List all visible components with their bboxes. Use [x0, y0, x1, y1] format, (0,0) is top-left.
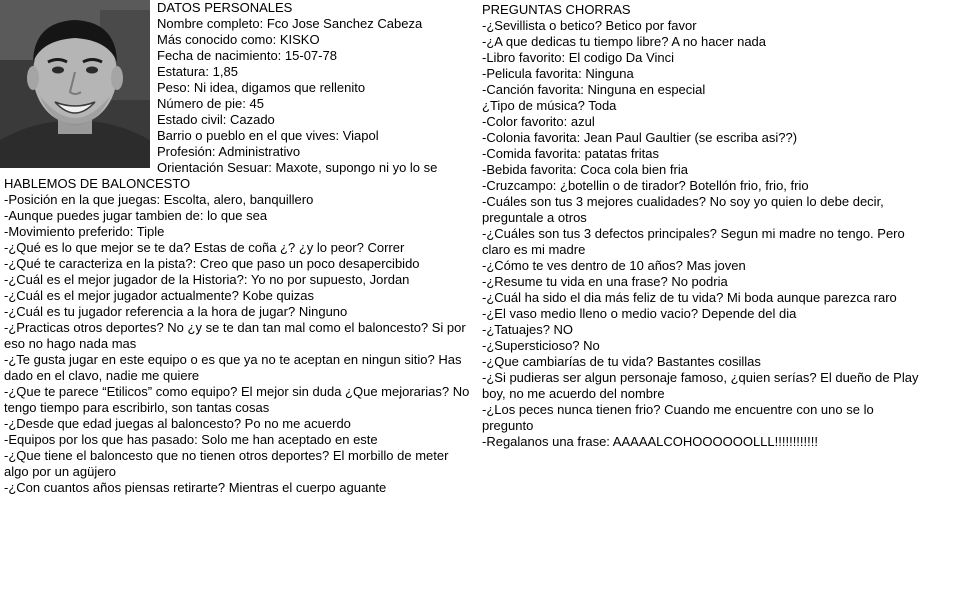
baloncesto-line: -¿Cuál es el mejor jugador actualmente? Kobe quizas	[4, 288, 315, 303]
baloncesto-line: -¿Qué es lo que mejor se te da? Estas de coña ¿? ¿y lo peor? Correr	[4, 240, 405, 255]
chorras-line: -Regalanos una frase: AAAAALCOHOOOOOOLLL!!!!!!!!!!!!	[482, 434, 818, 449]
chorras-line: -Libro favorito: El codigo Da Vinci	[482, 50, 674, 65]
chorras-line: -¿Cuál ha sido el dia más feliz de tu vida? Mi boda aunque parezca raro	[482, 290, 897, 305]
chorras-line: -¿Cuáles son tus 3 defectos principales? Segun mi madre no tengo. Pero claro es mi madre	[482, 226, 905, 257]
datos-line-barrio: Barrio o pueblo en el que vives: Viapol	[157, 128, 379, 143]
baloncesto-line: -Equipos por los que has pasado: Solo me han aceptado en este	[4, 432, 378, 447]
datos-line-peso: Peso: Ni idea, digamos que rellenito	[157, 80, 366, 95]
preguntas-chorras-section	[482, 2, 928, 450]
datos-line-nombre: Nombre completo: Fco Jose Sanchez Cabeza	[157, 16, 423, 31]
datos-personales-heading: DATOS PERSONALES	[157, 0, 293, 15]
baloncesto-line: -¿Que te parece “Etilicos” como equipo? El mejor sin duda ¿Que mejorarias? No tengo tiempo para escribirlo, son tantas cosas	[4, 384, 470, 415]
baloncesto-line: -¿Cuál es tu jugador referencia a la hora de jugar? Ninguno	[4, 304, 348, 319]
chorras-line: -¿Que cambiarías de tu vida? Bastantes cosillas	[482, 354, 761, 369]
datos-line-pie: Número de pie: 45	[157, 96, 264, 111]
chorras-line: -¿Sevillista o betico? Betico por favor	[482, 18, 697, 33]
datos-line-nacimiento: Fecha de nacimiento: 15-07-78	[157, 48, 337, 63]
datos-line-apodo: Más conocido como: KISKO	[157, 32, 320, 47]
profile-photo	[0, 0, 150, 168]
chorras-line: -Bebida favorita: Coca cola bien fria	[482, 162, 688, 177]
baloncesto-line: -Aunque puedes jugar tambien de: lo que sea	[4, 208, 268, 223]
baloncesto-section	[4, 176, 474, 496]
chorras-line: -Cuáles son tus 3 mejores cualidades? No soy yo quien lo debe decir, preguntale a otros	[482, 194, 884, 225]
baloncesto-line: -Movimiento preferido: Tiple	[4, 224, 165, 239]
baloncesto-line: -¿Te gusta jugar en este equipo o es que ya no te aceptan en ningun sitio? Has dado en el clavo, nadie me quiere	[4, 352, 462, 383]
baloncesto-line: -¿Practicas otros deportes? No ¿y se te dan tan mal como el baloncesto? Si por eso no hago nada mas	[4, 320, 466, 351]
baloncesto-line: -¿Con cuantos años piensas retirarte? Mientras el cuerpo aguante	[4, 480, 387, 495]
chorras-line: -¿Si pudieras ser algun personaje famoso, ¿quien serías? El dueño de Play boy, no me acuerdo del nombre	[482, 370, 919, 401]
chorras-line: -Cruzcampo: ¿botellin o de tirador? Botellón frio, frio, frio	[482, 178, 809, 193]
chorras-line: -¿Resume tu vida en una frase? No podria	[482, 274, 728, 289]
portrait-photo-icon	[0, 0, 150, 168]
datos-line-orientacion: Orientación Sesuar: Maxote, supongo ni yo lo se	[157, 160, 438, 175]
chorras-line: -Canción favorita: Ninguna en especial	[482, 82, 706, 97]
baloncesto-line: -¿Qué te caracteriza en la pista?: Creo que paso un poco desapercibido	[4, 256, 420, 271]
chorras-line: -Pelicula favorita: Ninguna	[482, 66, 634, 81]
preguntas-chorras-heading: PREGUNTAS CHORRAS	[482, 2, 631, 17]
datos-personales-section	[157, 0, 472, 176]
chorras-line: -Colonia favorita: Jean Paul Gaultier (se escriba asi??)	[482, 130, 798, 145]
chorras-line: -¿Los peces nunca tienen frio? Cuando me encuentre con uno se lo pregunto	[482, 402, 874, 433]
datos-line-profesion: Profesión: Administrativo	[157, 144, 301, 159]
datos-line-estatura: Estatura: 1,85	[157, 64, 238, 79]
baloncesto-line: -¿Cuál es el mejor jugador de la Historia?: Yo no por supuesto, Jordan	[4, 272, 410, 287]
baloncesto-line: -Posición en la que juegas: Escolta, alero, banquillero	[4, 192, 314, 207]
chorras-line: -¿A que dedicas tu tiempo libre? A no hacer nada	[482, 34, 767, 49]
baloncesto-heading: HABLEMOS DE BALONCESTO	[4, 176, 191, 191]
chorras-line: -Color favorito: azul	[482, 114, 595, 129]
chorras-line: -¿Supersticioso? No	[482, 338, 600, 353]
datos-line-estado-civil: Estado civil: Cazado	[157, 112, 275, 127]
chorras-line: ¿Tipo de música? Toda	[482, 98, 617, 113]
chorras-line: -¿Tatuajes? NO	[482, 322, 574, 337]
baloncesto-line: -¿Desde que edad juegas al baloncesto? Po no me acuerdo	[4, 416, 351, 431]
chorras-line: -¿Cómo te ves dentro de 10 años? Mas joven	[482, 258, 746, 273]
chorras-line: -Comida favorita: patatas fritas	[482, 146, 660, 161]
chorras-line: -¿El vaso medio lleno o medio vacio? Depende del dia	[482, 306, 797, 321]
baloncesto-line: -¿Que tiene el baloncesto que no tienen otros deportes? El morbillo de meter algo por un agüjero	[4, 448, 449, 479]
